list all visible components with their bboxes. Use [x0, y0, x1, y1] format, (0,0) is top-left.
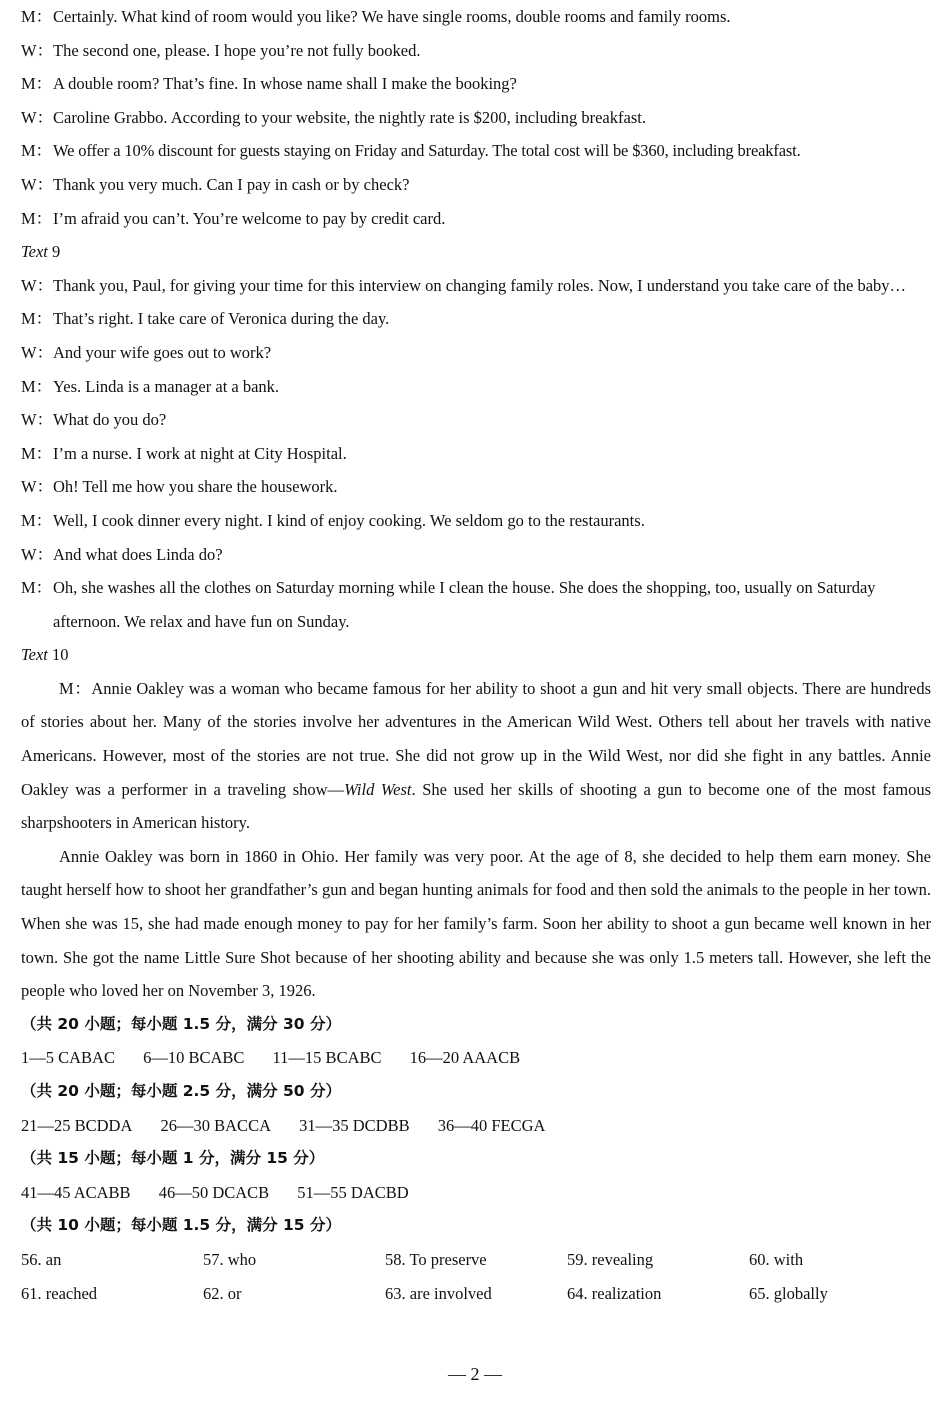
line-text: That’s right. I take care of Veronica during the day. [53, 309, 390, 329]
page-number: — 2 — [448, 1364, 502, 1384]
answer-row [21, 1109, 931, 1143]
section-header: （共 15 小题；每小题 1 分，满分 15 分） [21, 1149, 325, 1168]
speaker: W： [21, 342, 54, 362]
dialogue-line [21, 134, 931, 168]
passage-paragraph-2 [21, 840, 931, 1008]
dialogue-line [21, 470, 931, 504]
fill-answer: 63. are involved [385, 1283, 492, 1303]
fill-answer: 60. with [749, 1249, 804, 1269]
fill-answer: 61. reached [21, 1283, 98, 1303]
passage-text: . She used her skills of shooting a gun to become one of the most famous sharpshooters in American history. [21, 779, 932, 833]
speaker: M： [21, 208, 53, 228]
answer-row [21, 1176, 931, 1210]
answer-group: 46—50 DCACB [158, 1182, 270, 1202]
passage-text: M：Annie Oakley was a woman who became famous for her ability to shoot a gun and hit very small objects. There are hundreds of stories about her. Many of the stories involve her adventures in the American Wild West. Others tell about her travels with native Americans. However, most of the stories are not true. She did not grow up in the Wild West, nor did she fight in any battles. Annie Oakley was a performer in a traveling show— [21, 678, 931, 799]
document-page [21, 0, 931, 1310]
speaker: W： [21, 544, 54, 564]
fill-answer-row [21, 1277, 931, 1311]
heading-number: 9 [52, 242, 61, 262]
line-text: And what does Linda do? [53, 544, 223, 564]
dialogue-line [21, 0, 931, 34]
dialogue-line [21, 437, 931, 471]
dialogue-a [21, 0, 931, 235]
heading-number: 10 [52, 645, 69, 665]
line-text: Certainly. What kind of room would you like? We have single rooms, double rooms and family rooms. [53, 7, 731, 26]
dialogue-line [21, 370, 931, 404]
line-text: Caroline Grabbo. According to your website, the nightly rate is $200, including breakfast. [53, 107, 646, 127]
line-text: We offer a 10% discount for guests staying on Friday and Saturday. The total cost will be $360, including breakfast. [53, 141, 801, 161]
answer-group: 16—20 AAACB [409, 1048, 521, 1068]
dialogue-line [21, 101, 931, 135]
answer-group: 41—45 ACABB [21, 1182, 131, 1202]
speaker: M： [21, 309, 53, 329]
dialogue-line [21, 67, 931, 101]
dialogue-line [21, 269, 931, 303]
dialogue-line [21, 202, 931, 236]
speaker: W： [21, 410, 54, 430]
line-text: And your wife goes out to work? [53, 342, 272, 362]
answer-group: 31—35 DCDBB [299, 1115, 410, 1135]
fill-answer: 56. an [21, 1249, 62, 1269]
line-text: What do you do? [53, 410, 167, 430]
dialogue-line [21, 34, 931, 68]
fill-answer: 57. who [203, 1249, 257, 1269]
line-text: Yes. Linda is a manager at a bank. [53, 376, 280, 396]
line-text: Thank you, Paul, for giving your time for this interview on changing family roles. Now, I understand you take care of the baby… [53, 275, 907, 295]
dialogue-line [21, 336, 931, 370]
fill-answer: 65. globally [749, 1283, 828, 1303]
speaker: M： [21, 7, 53, 26]
answer-group: 6—10 BCABC [143, 1048, 245, 1068]
speaker: M： [21, 510, 53, 530]
speaker: W： [21, 40, 54, 60]
line-text: I’m afraid you can’t. You’re welcome to pay by credit card. [53, 208, 446, 228]
answer-group: 1—5 CABAC [21, 1048, 115, 1068]
answer-group: 36—40 FECGA [437, 1115, 546, 1135]
speaker: W： [21, 477, 54, 497]
dialogue-line [21, 302, 931, 336]
heading-label: Text [21, 242, 48, 262]
speaker: M： [21, 376, 53, 396]
dialogue-line [21, 168, 931, 202]
section-header: （共 20 小题；每小题 1.5 分，满分 30 分） [21, 1014, 341, 1033]
answer-group: 11—15 BCABC [272, 1048, 382, 1068]
dialogue-line [21, 571, 931, 638]
fill-answer: 59. revealing [567, 1249, 654, 1269]
answer-row [21, 1041, 931, 1075]
answer-group: 26—30 BACCA [160, 1115, 271, 1135]
line-text: Thank you very much. Can I pay in cash or by check? [53, 174, 410, 194]
speaker: M： [21, 443, 53, 463]
speaker: M： [21, 74, 53, 94]
section-header: （共 20 小题；每小题 2.5 分，满分 50 分） [21, 1082, 341, 1100]
answer-group: 21—25 BCDDA [21, 1115, 133, 1135]
text-9-heading [21, 235, 931, 269]
passage-paragraph-1 [21, 672, 931, 840]
fill-answer: 58. To preserve [385, 1249, 487, 1269]
line-text: I’m a nurse. I work at night at City Hospital. [53, 443, 347, 463]
line-text: A double room? That’s fine. In whose name shall I make the booking? [53, 74, 517, 94]
speaker: M： [21, 578, 53, 598]
speaker: W： [21, 107, 54, 127]
dialogue-b [21, 269, 931, 639]
dialogue-line [21, 403, 931, 437]
dialogue-line [21, 538, 931, 572]
fill-answer: 62. or [203, 1283, 242, 1303]
line-text: The second one, please. I hope you’re not fully booked. [53, 40, 421, 60]
dialogue-line [21, 504, 931, 538]
line-text: Oh! Tell me how you share the housework. [53, 477, 338, 497]
line-text: Well, I cook dinner every night. I kind of enjoy cooking. We seldom go to the restaurants. [53, 510, 645, 530]
fill-answer-row [21, 1243, 931, 1277]
speaker: W： [21, 174, 54, 194]
speaker: W： [21, 275, 54, 295]
section-header: （共 10 小题；每小题 1.5 分，满分 15 分） [21, 1216, 341, 1235]
speaker: M： [21, 141, 52, 161]
heading-label: Text [21, 645, 48, 665]
text-10-heading [21, 638, 931, 672]
passage-text: Annie Oakley was born in 1860 in Ohio. Her family was very poor. At the age of 8, she decided to help them earn money. She taught herself how to shoot her grandfather’s gun and began hunting animals for food and then sold the animals to the people in her town. When she was 15, she had made enough money to pay for her family’s farm. Soon her ability to shoot a gun became well known in her town. She got the name Little Sure Shot because of her shooting ability and because she was only 1.5 meters tall. However, she left the people who loved her on November 3, 1926. [21, 846, 931, 1001]
line-text: Oh, she washes all the clothes on Saturday morning while I clean the house. She does the shopping, too, usually on Saturday afternoon. We relax and have fun on Sunday. [53, 578, 876, 631]
answer-group: 51—55 DACBD [297, 1182, 409, 1202]
fill-answer: 64. realization [567, 1283, 662, 1303]
show-title: Wild West [344, 779, 412, 799]
